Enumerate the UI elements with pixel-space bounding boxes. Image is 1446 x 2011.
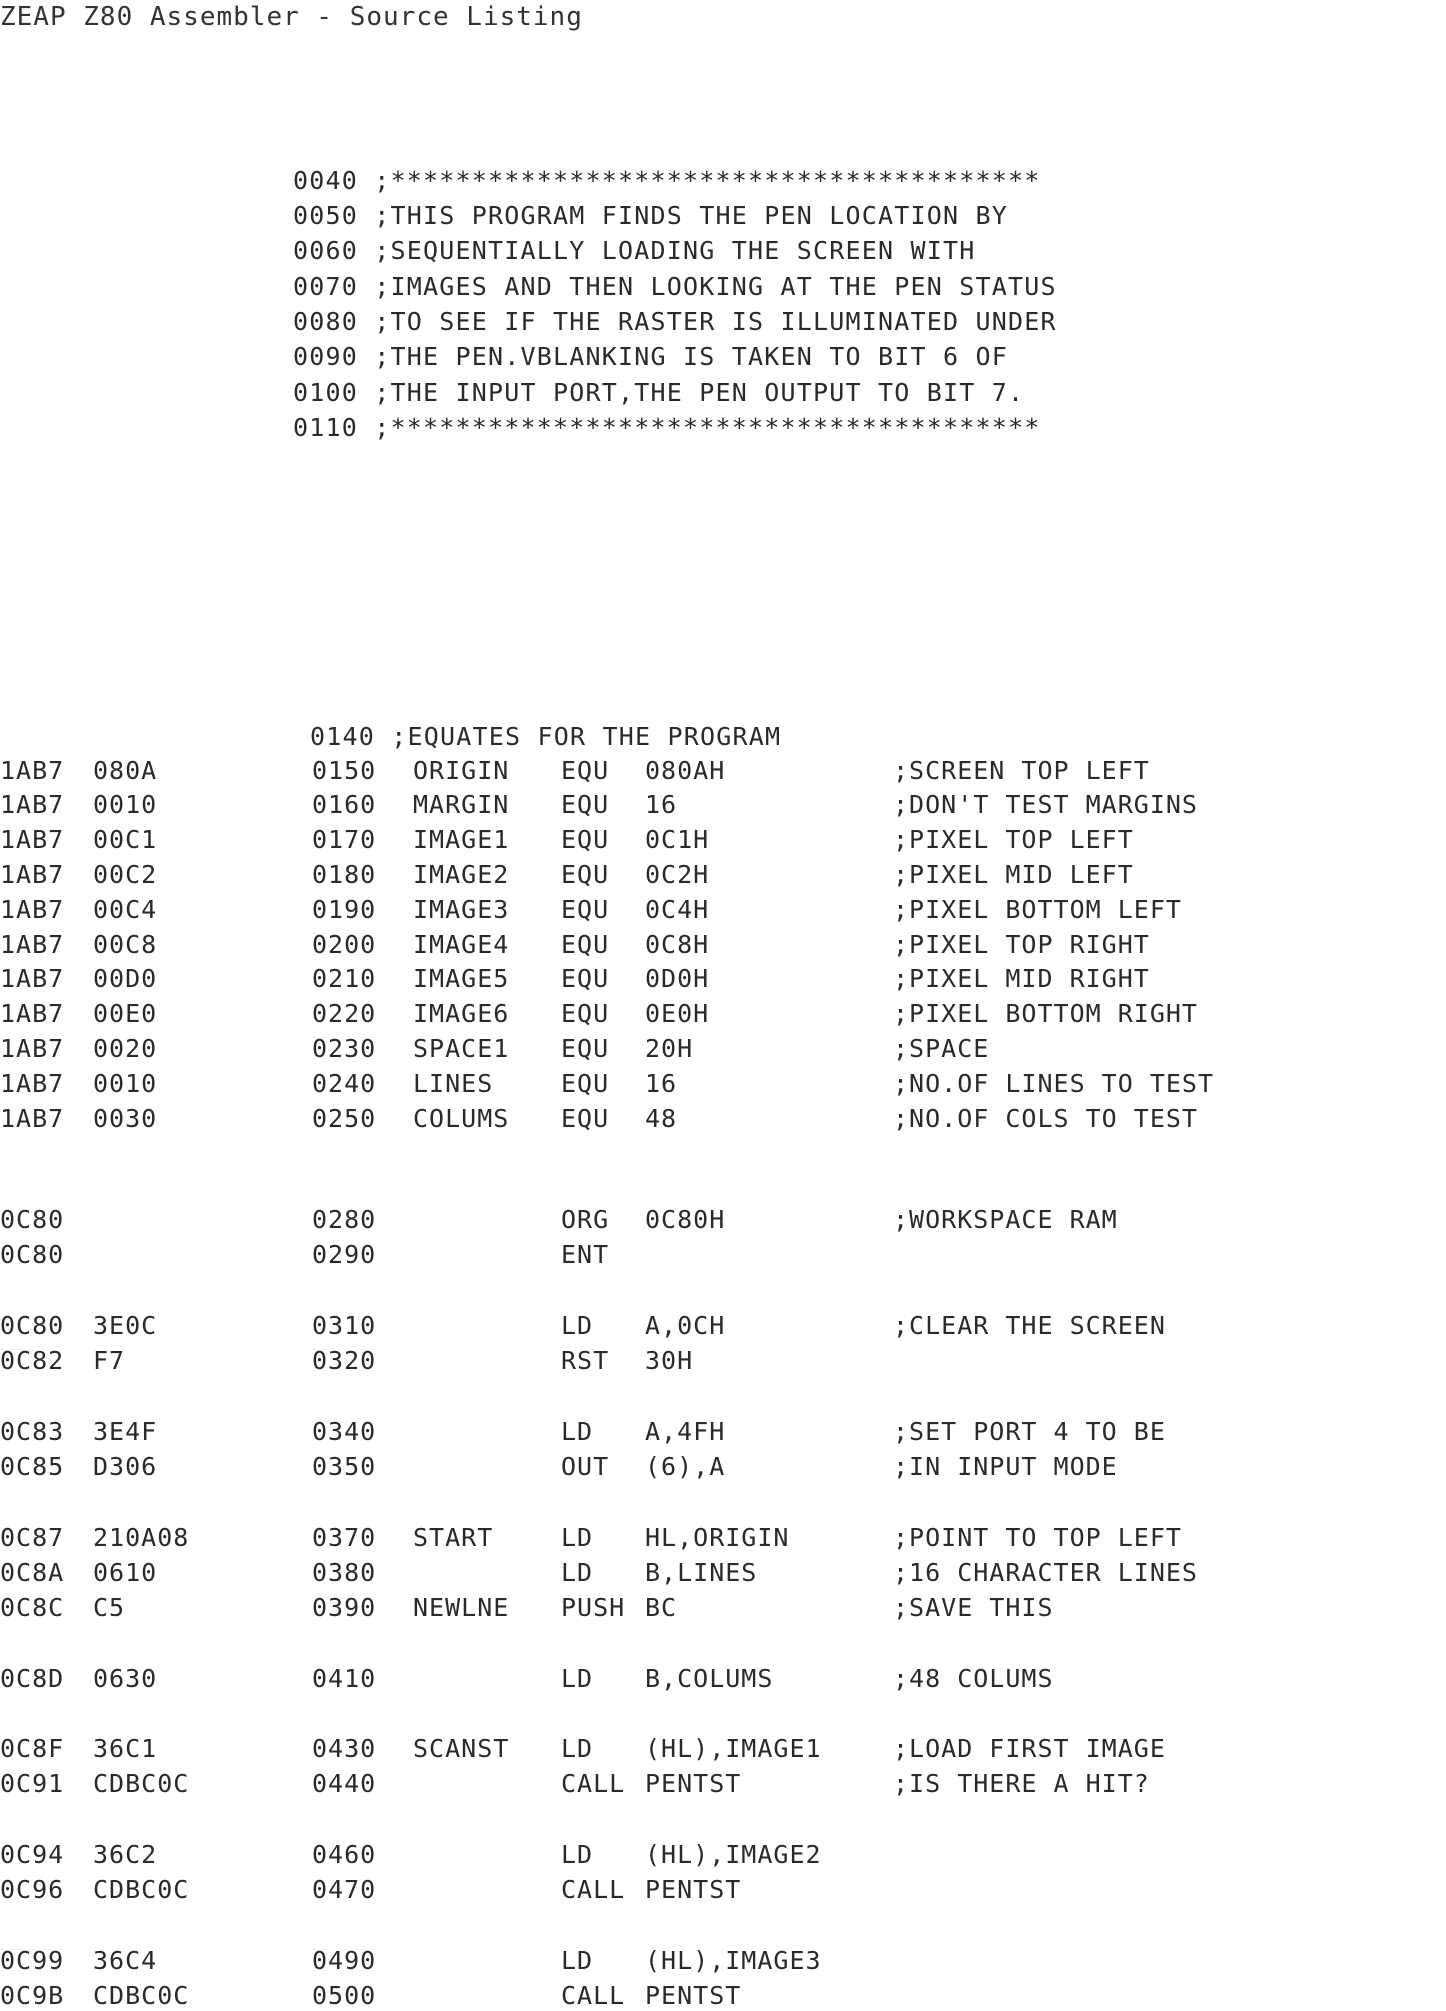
comment: ;CLEAR THE SCREEN (893, 1311, 1166, 1340)
address: 0C8F (0, 1734, 65, 1763)
address: 0C8D (0, 1664, 65, 1693)
address: 1AB7 (0, 860, 65, 889)
address: 1AB7 (0, 1034, 65, 1063)
opcode: EQU (561, 1034, 610, 1063)
address: 0C80 (0, 1240, 65, 1269)
opcode: EQU (561, 790, 610, 819)
opcode: ORG (561, 1205, 610, 1234)
comment: ;PIXEL BOTTOM LEFT (893, 895, 1182, 924)
object-code: CDBC0C (93, 1981, 190, 2010)
object-code: 0630 (93, 1664, 158, 1693)
object-code: 00C1 (93, 825, 158, 854)
opcode: EQU (561, 1104, 610, 1133)
operand: A,0CH (645, 1311, 726, 1340)
operand: 16 (645, 1069, 678, 1098)
opcode: EQU (561, 895, 610, 924)
opcode: LD (561, 1523, 594, 1552)
object-code: 0010 (93, 1069, 158, 1098)
line-number: 0310 (312, 1311, 377, 1340)
object-code: CDBC0C (93, 1875, 190, 1904)
comment: ;16 CHARACTER LINES (893, 1558, 1198, 1587)
line-number: 0460 (312, 1840, 377, 1869)
line-number: 0200 (312, 930, 377, 959)
opcode: LD (561, 1664, 594, 1693)
header-line: 0070 ;IMAGES AND THEN LOOKING AT THE PEN STATUS (293, 272, 1057, 301)
object-code: C5 (93, 1593, 126, 1622)
line-number: 0180 (312, 860, 377, 889)
label: MARGIN (413, 790, 510, 819)
operand: 080AH (645, 756, 726, 785)
header-line: 0050 ;THIS PROGRAM FINDS THE PEN LOCATION BY (293, 201, 1009, 230)
comment: ;SCREEN TOP LEFT (893, 756, 1150, 785)
address: 0C82 (0, 1346, 65, 1375)
address: 0C83 (0, 1417, 65, 1446)
comment: ;IS THERE A HIT? (893, 1769, 1150, 1798)
operand: PENTST (645, 1769, 742, 1798)
label: SPACE1 (413, 1034, 510, 1063)
address: 1AB7 (0, 1104, 65, 1133)
line-number: 0350 (312, 1452, 377, 1481)
opcode: LD (561, 1417, 594, 1446)
object-code: 3E0C (93, 1311, 158, 1340)
operand: BC (645, 1593, 678, 1622)
header-line: 0100 ;THE INPUT PORT,THE PEN OUTPUT TO BIT 7. (293, 378, 1025, 407)
object-code: 0030 (93, 1104, 158, 1133)
object-code: 00D0 (93, 964, 158, 993)
address: 0C87 (0, 1523, 65, 1552)
label: IMAGE6 (413, 999, 510, 1028)
opcode: LD (561, 1311, 594, 1340)
operand: 0E0H (645, 999, 710, 1028)
opcode: EQU (561, 756, 610, 785)
comment: ;IN INPUT MODE (893, 1452, 1118, 1481)
address: 0C80 (0, 1205, 65, 1234)
label: IMAGE3 (413, 895, 510, 924)
operand: PENTST (645, 1981, 742, 2010)
label: START (413, 1523, 494, 1552)
opcode: CALL (561, 1769, 626, 1798)
address: 1AB7 (0, 825, 65, 854)
comment: ;PIXEL TOP RIGHT (893, 930, 1150, 959)
opcode: LD (561, 1558, 594, 1587)
object-code: 00C8 (93, 930, 158, 959)
operand: PENTST (645, 1875, 742, 1904)
object-code: 210A08 (93, 1523, 190, 1552)
opcode: EQU (561, 999, 610, 1028)
comment: ;WORKSPACE RAM (893, 1205, 1118, 1234)
line-number: 0250 (312, 1104, 377, 1133)
opcode: EQU (561, 1069, 610, 1098)
line-number: 0230 (312, 1034, 377, 1063)
address: 1AB7 (0, 790, 65, 819)
opcode: OUT (561, 1452, 610, 1481)
label: IMAGE4 (413, 930, 510, 959)
line-number: 0160 (312, 790, 377, 819)
operand: (6),A (645, 1452, 726, 1481)
operand: B,COLUMS (645, 1664, 774, 1693)
label: IMAGE5 (413, 964, 510, 993)
comment: ;SET PORT 4 TO BE (893, 1417, 1166, 1446)
object-code: 36C1 (93, 1734, 158, 1763)
address: 0C85 (0, 1452, 65, 1481)
line-number: 0320 (312, 1346, 377, 1375)
header-line: 0080 ;TO SEE IF THE RASTER IS ILLUMINATED UNDER (293, 307, 1057, 336)
line-number: 0340 (312, 1417, 377, 1446)
address: 0C96 (0, 1875, 65, 1904)
opcode: EQU (561, 930, 610, 959)
object-code: 080A (93, 756, 158, 785)
comment: ;48 COLUMS (893, 1664, 1054, 1693)
line-number: 0370 (312, 1523, 377, 1552)
operand: B,LINES (645, 1558, 758, 1587)
header-line: 0110 ;**************************************** (293, 413, 1041, 442)
opcode: LD (561, 1734, 594, 1763)
comment: ;DON'T TEST MARGINS (893, 790, 1198, 819)
object-code: 00C4 (93, 895, 158, 924)
comment: ;PIXEL MID RIGHT (893, 964, 1150, 993)
address: 0C80 (0, 1311, 65, 1340)
line-number: 0190 (312, 895, 377, 924)
line-number: 0280 (312, 1205, 377, 1234)
address: 0C94 (0, 1840, 65, 1869)
operand: 48 (645, 1104, 678, 1133)
object-code: F7 (93, 1346, 126, 1375)
object-code: 3E4F (93, 1417, 158, 1446)
line-number: 0490 (312, 1946, 377, 1975)
label: IMAGE1 (413, 825, 510, 854)
line-number: 0150 (312, 756, 377, 785)
opcode: PUSH (561, 1593, 626, 1622)
comment: ;NO.OF COLS TO TEST (893, 1104, 1198, 1133)
line-number: 0430 (312, 1734, 377, 1763)
comment: ;LOAD FIRST IMAGE (893, 1734, 1166, 1763)
label: COLUMS (413, 1104, 510, 1133)
operand: (HL),IMAGE3 (645, 1946, 822, 1975)
operand: 20H (645, 1034, 694, 1063)
object-code: 00C2 (93, 860, 158, 889)
line-number: 0410 (312, 1664, 377, 1693)
object-code: 36C2 (93, 1840, 158, 1869)
opcode: EQU (561, 964, 610, 993)
address: 1AB7 (0, 895, 65, 924)
opcode: ENT (561, 1240, 610, 1269)
label: NEWLNE (413, 1593, 510, 1622)
header-line: 0090 ;THE PEN.VBLANKING IS TAKEN TO BIT 6 OF (293, 342, 1009, 371)
opcode: RST (561, 1346, 610, 1375)
line-number: 0170 (312, 825, 377, 854)
line-number: 0290 (312, 1240, 377, 1269)
operand: (HL),IMAGE2 (645, 1840, 822, 1869)
operand: 16 (645, 790, 678, 819)
opcode: CALL (561, 1981, 626, 2010)
comment: ;NO.OF LINES TO TEST (893, 1069, 1215, 1098)
label: IMAGE2 (413, 860, 510, 889)
header-line: 0040 ;**************************************** (293, 166, 1041, 195)
line-number: 0210 (312, 964, 377, 993)
line-number: 0440 (312, 1769, 377, 1798)
object-code: 0010 (93, 790, 158, 819)
operand: 0C2H (645, 860, 710, 889)
opcode: EQU (561, 825, 610, 854)
operand: 30H (645, 1346, 694, 1375)
operand: 0D0H (645, 964, 710, 993)
object-code: 0610 (93, 1558, 158, 1587)
opcode: LD (561, 1946, 594, 1975)
address: 0C9B (0, 1981, 65, 2010)
operand: 0C8H (645, 930, 710, 959)
comment: ;POINT TO TOP LEFT (893, 1523, 1182, 1552)
address: 0C99 (0, 1946, 65, 1975)
line-number: 0220 (312, 999, 377, 1028)
object-code: 00E0 (93, 999, 158, 1028)
operand: 0C1H (645, 825, 710, 854)
opcode: LD (561, 1840, 594, 1869)
comment: ;SAVE THIS (893, 1593, 1054, 1622)
line-number: 0500 (312, 1981, 377, 2010)
object-code: 0020 (93, 1034, 158, 1063)
comment: ;PIXEL TOP LEFT (893, 825, 1134, 854)
object-code: D306 (93, 1452, 158, 1481)
line-number: 0390 (312, 1593, 377, 1622)
opcode: EQU (561, 860, 610, 889)
comment: ;PIXEL MID LEFT (893, 860, 1134, 889)
address: 0C8A (0, 1558, 65, 1587)
opcode: CALL (561, 1875, 626, 1904)
equates-heading: 0140 ;EQUATES FOR THE PROGRAM (310, 722, 782, 751)
label: SCANST (413, 1734, 510, 1763)
comment: ;PIXEL BOTTOM RIGHT (893, 999, 1198, 1028)
label: LINES (413, 1069, 494, 1098)
line-number: 0470 (312, 1875, 377, 1904)
operand: A,4FH (645, 1417, 726, 1446)
address: 1AB7 (0, 999, 65, 1028)
line-number: 0380 (312, 1558, 377, 1587)
address: 1AB7 (0, 930, 65, 959)
operand: HL,ORIGIN (645, 1523, 790, 1552)
comment: ;SPACE (893, 1034, 990, 1063)
window-title: ZEAP Z80 Assembler - Source Listing (0, 2, 583, 32)
address: 1AB7 (0, 964, 65, 993)
operand: 0C4H (645, 895, 710, 924)
address: 1AB7 (0, 1069, 65, 1098)
address: 0C8C (0, 1593, 65, 1622)
object-code: CDBC0C (93, 1769, 190, 1798)
operand: (HL),IMAGE1 (645, 1734, 822, 1763)
operand: 0C80H (645, 1205, 726, 1234)
header-line: 0060 ;SEQUENTIALLY LOADING THE SCREEN WITH (293, 236, 976, 265)
line-number: 0240 (312, 1069, 377, 1098)
object-code: 36C4 (93, 1946, 158, 1975)
label: ORIGIN (413, 756, 510, 785)
address: 0C91 (0, 1769, 65, 1798)
address: 1AB7 (0, 756, 65, 785)
